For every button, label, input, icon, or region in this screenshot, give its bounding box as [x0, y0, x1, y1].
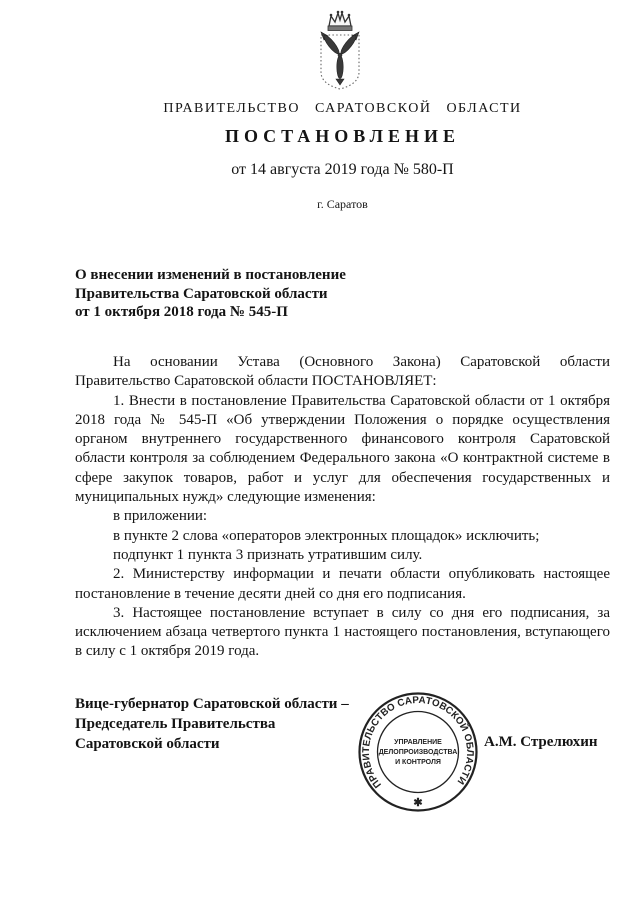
title-line: О внесении изменений в постановление: [75, 267, 346, 283]
three-sterlets-icon: [321, 32, 359, 85]
stamp-star: ✱: [413, 797, 423, 809]
signatory-position-line: Саратовской области: [75, 736, 220, 752]
organization-name: ПРАВИТЕЛЬСТВО САРАТОВСКОЙ ОБЛАСТИ: [163, 101, 522, 116]
stamp-ring-text: ПРАВИТЕЛЬСТВО САРАТОВСКОЙ ОБЛАСТИ: [360, 694, 476, 790]
document-type: ПОСТАНОВЛЕНИЕ: [224, 126, 461, 146]
body-paragraph: На основании Устава (Основного Закона) Саратовской области Правительство Саратовской области ПОСТАНОВЛЯЕТ:: [75, 354, 610, 390]
document-city: г. Саратов: [317, 197, 368, 211]
svg-text:ДЕЛОПРОИЗВОДСТВА: ДЕЛОПРОИЗВОДСТВА: [378, 749, 458, 756]
document-title: [75, 266, 346, 322]
body-paragraph: подпункт 1 пункта 3 признать утратившим силу.: [113, 546, 423, 563]
body-paragraph: 2. Министерству информации и печати области опубликовать настоящее постановление в течение десяти дней со дня его подписания.: [75, 566, 610, 602]
saratov-coat-of-arms-icon: [302, 8, 378, 94]
title-line: от 1 октября 2018 года № 545-П: [75, 304, 288, 320]
document-body: [75, 353, 610, 662]
body-paragraph: 3. Настоящее постановление вступает в силу со дня его подписания, за исключением абзаца четвертого пункта 1 настоящего постановления, вступающего в силу с 1 октября 2019 года.: [75, 604, 610, 660]
document-date-number: от 14 августа 2019 года № 580-П: [231, 161, 454, 178]
svg-text:УПРАВЛЕНИЕ: УПРАВЛЕНИЕ: [394, 739, 442, 746]
title-line: Правительства Саратовской области: [75, 285, 328, 302]
signatory-position-line: Председатель Правительства: [75, 716, 276, 732]
signatory-position-line: Вице-губернатор Саратовской области –: [75, 696, 349, 712]
svg-text:И КОНТРОЛЯ: И КОНТРОЛЯ: [395, 759, 441, 766]
official-round-stamp: [356, 690, 480, 814]
stamp-center-text: [379, 739, 458, 766]
body-paragraph: в пункте 2 слова «операторов электронных площадок» исключить;: [113, 527, 540, 544]
body-paragraph: 1. Внести в постановление Правительства Саратовской области от 1 октября 2018 года № 545-П «Об утверждении Положения о порядке осуществления органом внутреннего государственного финансового контроля Саратовской области контроля за соблюдением Федерального закона «О контрактной системе в сфере закупок товаров, работ и услуг для обеспечения государственных и муниципальных нужд» следующие изменения:: [75, 392, 610, 506]
body-paragraph: в приложении:: [113, 508, 208, 525]
crown-icon: [328, 11, 352, 31]
signatory-name: А.М. Стрелюхин: [484, 734, 598, 750]
signatory-position: [75, 694, 349, 754]
